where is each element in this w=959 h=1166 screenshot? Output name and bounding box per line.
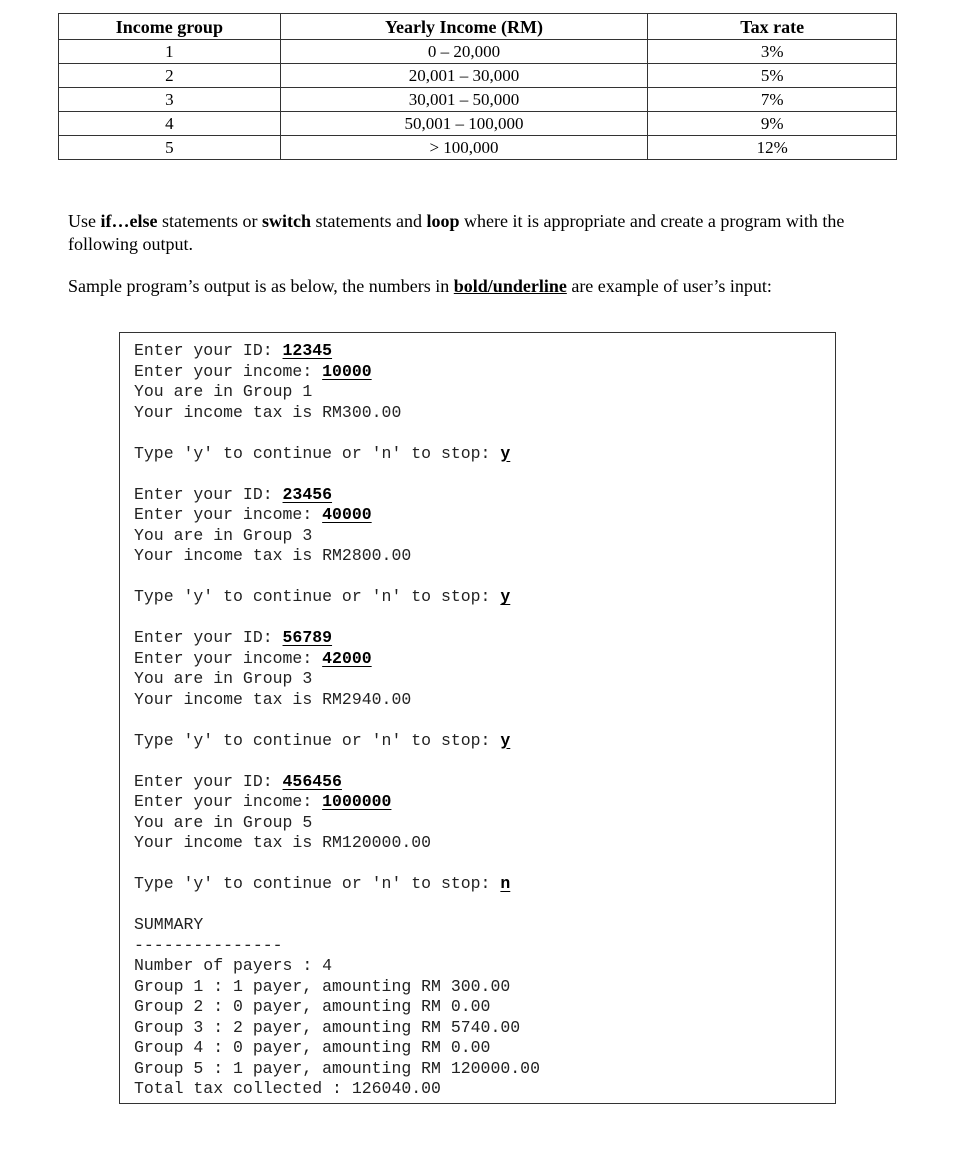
sample-output-paragraph	[68, 275, 898, 298]
user-input-id: 23456	[282, 484, 333, 504]
user-input-id: 456456	[282, 771, 342, 791]
console-line-income	[134, 649, 540, 670]
console-output-box	[119, 332, 836, 1104]
income-prompt: Enter your income:	[134, 792, 323, 811]
sample-text: Sample program’s output is as below, the numbers in	[68, 276, 454, 296]
console-line-income	[134, 362, 540, 383]
console-blank-line	[134, 710, 540, 731]
user-input-continue: y	[500, 587, 511, 606]
cell-group: 2	[59, 64, 281, 88]
console-line-id	[134, 485, 540, 506]
cell-income-range: 20,001 – 30,000	[280, 64, 648, 88]
income-prompt: Enter your income:	[134, 648, 323, 668]
continue-prompt: Type 'y' to continue or 'n' to stop:	[134, 443, 501, 463]
tax-rate-table	[58, 13, 897, 160]
console-blank-line	[134, 423, 540, 444]
console-line-continue	[134, 874, 540, 895]
cell-tax-rate: 5%	[648, 64, 897, 88]
id-prompt: Enter your ID:	[134, 484, 283, 504]
cell-group: 1	[59, 40, 281, 64]
console-line-group: You are in Group 3	[134, 669, 313, 688]
cell-tax-rate: 3%	[648, 40, 897, 64]
header-yearly-income: Yearly Income (RM)	[280, 14, 648, 40]
table-row	[59, 64, 897, 88]
continue-prompt: Type 'y' to continue or 'n' to stop:	[134, 730, 501, 750]
console-blank-line	[134, 895, 540, 916]
console-line-group: You are in Group 3	[134, 525, 313, 545]
summary-total: Total tax collected : 126040.00	[134, 1079, 441, 1098]
summary-payers: Number of payers : 4	[134, 956, 333, 975]
table-header-row	[59, 14, 897, 40]
sample-text: are example of user’s input:	[566, 276, 772, 296]
id-prompt: Enter your ID:	[134, 628, 283, 647]
keyword-switch: switch	[261, 211, 311, 231]
header-tax-rate: Tax rate	[648, 14, 897, 40]
table-row	[59, 136, 897, 160]
user-input-income: 40000	[322, 505, 372, 524]
summary-group-line: Group 3 : 2 payer, amounting RM 5740.00	[134, 1017, 521, 1037]
instruction-paragraph	[68, 210, 898, 256]
cell-tax-rate: 12%	[648, 136, 897, 160]
continue-prompt: Type 'y' to continue or 'n' to stop:	[134, 874, 501, 893]
table-row	[59, 88, 897, 112]
header-income-group: Income group	[59, 14, 281, 40]
console-blank-line	[134, 567, 540, 588]
summary-group-line: Group 2 : 0 payer, amounting RM 0.00	[134, 997, 491, 1016]
table-row	[59, 40, 897, 64]
cell-group: 3	[59, 88, 281, 112]
cell-group: 4	[59, 112, 281, 136]
console-line-tax: Your income tax is RM2940.00	[134, 689, 412, 709]
keyword-loop: loop	[426, 211, 460, 231]
console-line-continue	[134, 444, 540, 465]
console-line-id	[134, 341, 540, 362]
console-line-id	[134, 772, 540, 793]
summary-group-line: Group 1 : 1 payer, amounting RM 300.00	[134, 976, 511, 996]
summary-title: SUMMARY	[134, 915, 204, 934]
console-line-income	[134, 792, 540, 813]
table-row	[59, 112, 897, 136]
console-line-id	[134, 628, 540, 649]
console-line-group: You are in Group 5	[134, 812, 313, 832]
console-line-tax: Your income tax is RM2800.00	[134, 546, 412, 565]
summary-group-line: Group 4 : 0 payer, amounting RM 0.00	[134, 1038, 491, 1057]
instruction-text: statements and	[310, 211, 427, 231]
income-prompt: Enter your income:	[134, 505, 323, 524]
cell-tax-rate: 9%	[648, 112, 897, 136]
console-line-tax: Your income tax is RM120000.00	[134, 833, 432, 852]
console-line-income	[134, 505, 540, 526]
cell-income-range: 0 – 20,000	[280, 40, 648, 64]
user-input-income: 42000	[322, 648, 372, 668]
instruction-text: Use	[68, 211, 101, 231]
cell-tax-rate: 7%	[648, 88, 897, 112]
summary-group-line: Group 5 : 1 payer, amounting RM 120000.00	[134, 1058, 540, 1078]
id-prompt: Enter your ID:	[134, 771, 283, 791]
income-prompt: Enter your income:	[134, 361, 323, 381]
console-line-continue	[134, 731, 540, 752]
user-input-continue: y	[500, 443, 511, 463]
cell-group: 5	[59, 136, 281, 160]
user-input-id: 12345	[282, 341, 333, 360]
cell-income-range: 50,001 – 100,000	[280, 112, 648, 136]
user-input-continue: n	[500, 874, 511, 893]
keyword-ifelse: if…else	[100, 211, 158, 231]
console-line-tax: Your income tax is RM300.00	[134, 402, 402, 422]
console-line-continue	[134, 587, 540, 608]
instruction-text: statements or	[157, 211, 262, 231]
continue-prompt: Type 'y' to continue or 'n' to stop:	[134, 587, 501, 606]
user-input-income: 1000000	[322, 792, 392, 811]
user-input-continue: y	[500, 730, 511, 750]
console-line-group: You are in Group 1	[134, 382, 313, 401]
instruction-text: where it is appropriate and create a program with the following output.	[68, 211, 845, 254]
summary-divider: ---------------	[134, 935, 283, 955]
id-prompt: Enter your ID:	[134, 341, 283, 360]
user-input-income: 10000	[322, 361, 372, 381]
console-blank-line	[134, 464, 540, 485]
bold-underline-term: bold/underline	[453, 276, 567, 296]
user-input-id: 56789	[282, 628, 333, 647]
console-blank-line	[134, 608, 540, 629]
cell-income-range: > 100,000	[280, 136, 648, 160]
cell-income-range: 30,001 – 50,000	[280, 88, 648, 112]
console-lines	[134, 341, 540, 1100]
console-blank-line	[134, 751, 540, 772]
console-blank-line	[134, 854, 540, 875]
